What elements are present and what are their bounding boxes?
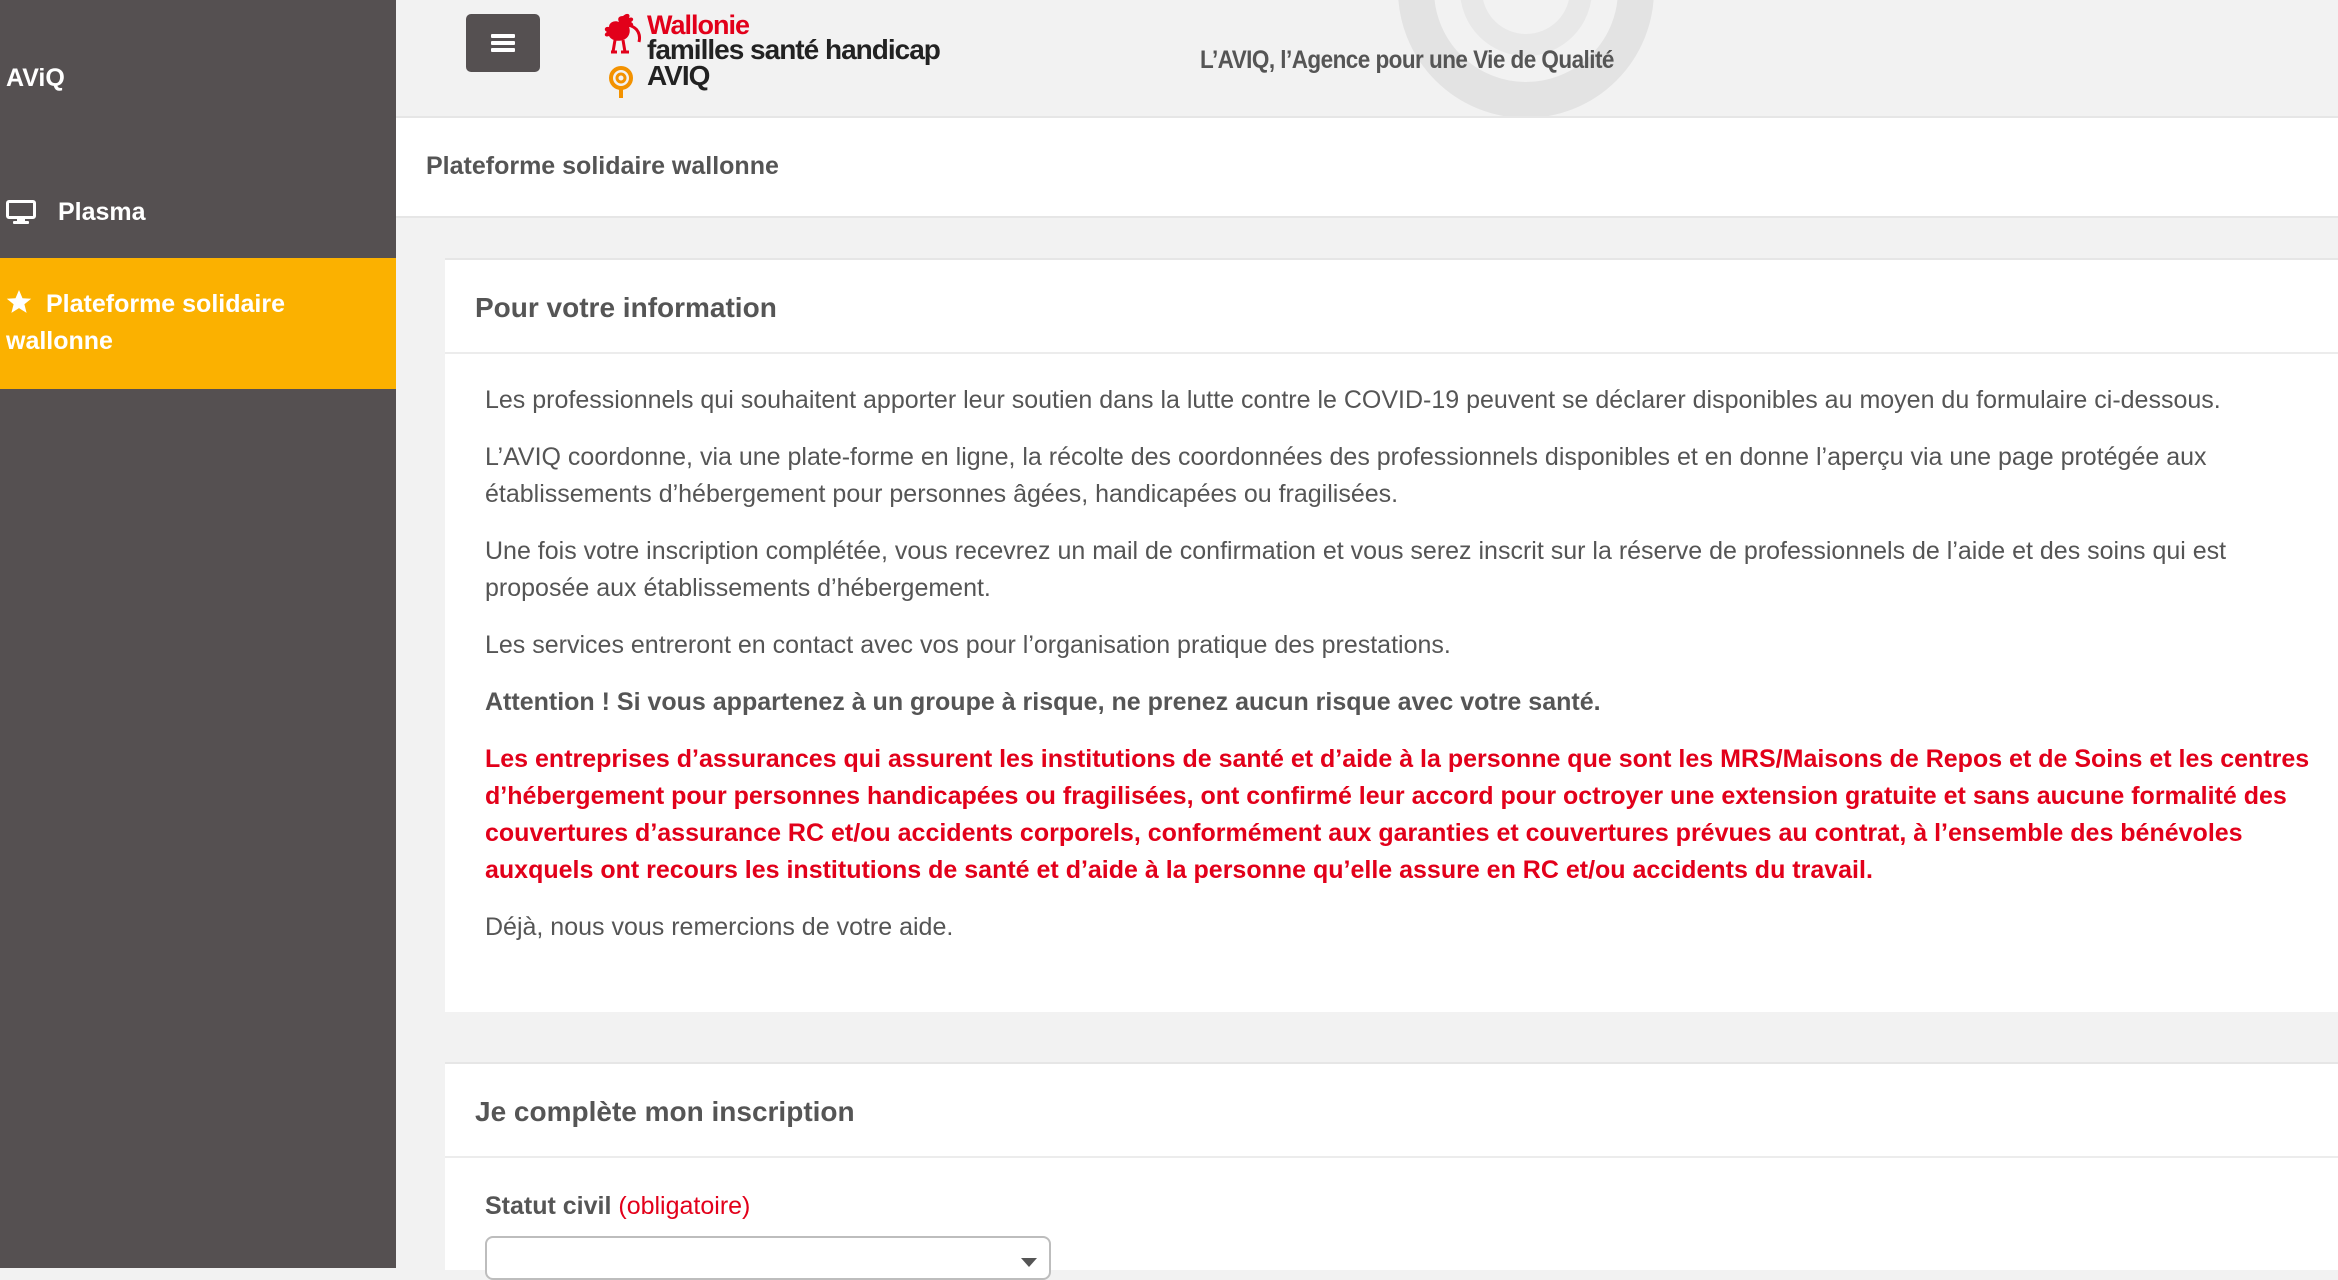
monitor-icon (6, 200, 36, 224)
sidebar-item-plasma[interactable] (0, 186, 396, 238)
header-tagline: L’AVIQ, l’Agence pour une Vie de Qualité (1200, 46, 1614, 74)
page-title: Plateforme solidaire wallonne (426, 152, 779, 180)
info-panel-title: Pour votre information (475, 292, 777, 323)
logo-aviq-text: AVIQ (647, 60, 710, 91)
top-header (396, 0, 2338, 118)
page-title-bar (396, 118, 2338, 218)
statut-civil-select[interactable] (485, 1236, 1051, 1280)
hamburger-icon (491, 34, 515, 52)
sidebar (0, 0, 396, 1268)
statut-civil-label (485, 1192, 750, 1221)
info-paragraph: L’AVIQ coordonne, via une plate-forme en ligne, la récolte des coordonnées des professionnels disponibles et en donne l’aperçu via une page protégée aux établissements d’hébergement pour personnes âgées, handicapées ou fragilisées. (485, 443, 2207, 508)
statut-civil-label-text: Statut civil (485, 1192, 612, 1220)
sidebar-item-label: Plateforme solidaire wallonne (6, 290, 285, 355)
form-panel-title: Je complète mon inscription (475, 1096, 855, 1127)
attention-notice: Attention ! Si vous appartenez à un groupe à risque, ne prenez aucun risque avec votre santé. (485, 688, 1601, 716)
logo-subtitle-text: familles santé handicap (647, 34, 940, 65)
rooster-icon (601, 12, 645, 64)
info-paragraph: Les services entreront en contact avec vos pour l’organisation pratique des prestations. (485, 631, 1451, 659)
star-icon (6, 289, 32, 315)
wallonie-aviq-logo[interactable] (601, 10, 961, 100)
insurance-notice: Les entreprises d’assurances qui assurent les institutions de santé et d’aide à la personne que sont les MRS/Maisons de Repos et de Soins et les centres d’hébergement pour personnes handicapées ou fragilisées, ont confirmé leur accord pour octroyer une extension gratuite et sans aucune formalité des couvertures d’assurance RC et/ou accidents corporels, conformément aux garanties et couvertures prévues au contrat, à l’ensemble des bénévoles auxquels ont recours les institutions de santé et d’aide à la personne qu’elle assure en RC et/ou accidents du travail. (485, 745, 2310, 884)
info-paragraph: Une fois votre inscription complétée, vous recevrez un mail de confirmation et vous serez inscrit sur la réserve de professionnels de l’aide et des soins qui est proposée aux établissements d’hébergement. (485, 537, 2227, 602)
info-panel-heading (445, 260, 2338, 354)
sidebar-item-plateforme-solidaire[interactable] (0, 258, 396, 389)
menu-toggle-button[interactable] (466, 14, 540, 72)
registration-form-panel (445, 1062, 2338, 1270)
thanks-text: Déjà, nous vous remercions de votre aide. (485, 913, 954, 941)
sidebar-brand[interactable]: AViQ (6, 64, 65, 92)
required-marker: (obligatoire) (618, 1192, 751, 1220)
logo-wallonie-text: Wallonie (647, 10, 750, 40)
sidebar-item-label: Plasma (58, 197, 146, 226)
info-panel-body (445, 354, 2338, 946)
info-paragraph: Les professionnels qui souhaitent apporter leur soutien dans la lutte contre le COVID-19 peuvent se déclarer disponibles au moyen du formulaire ci-dessous. (485, 386, 2221, 414)
info-panel (445, 258, 2338, 1012)
form-panel-heading (445, 1064, 2338, 1158)
aviq-swirl-icon (607, 64, 635, 100)
chevron-down-icon (1021, 1258, 1037, 1267)
